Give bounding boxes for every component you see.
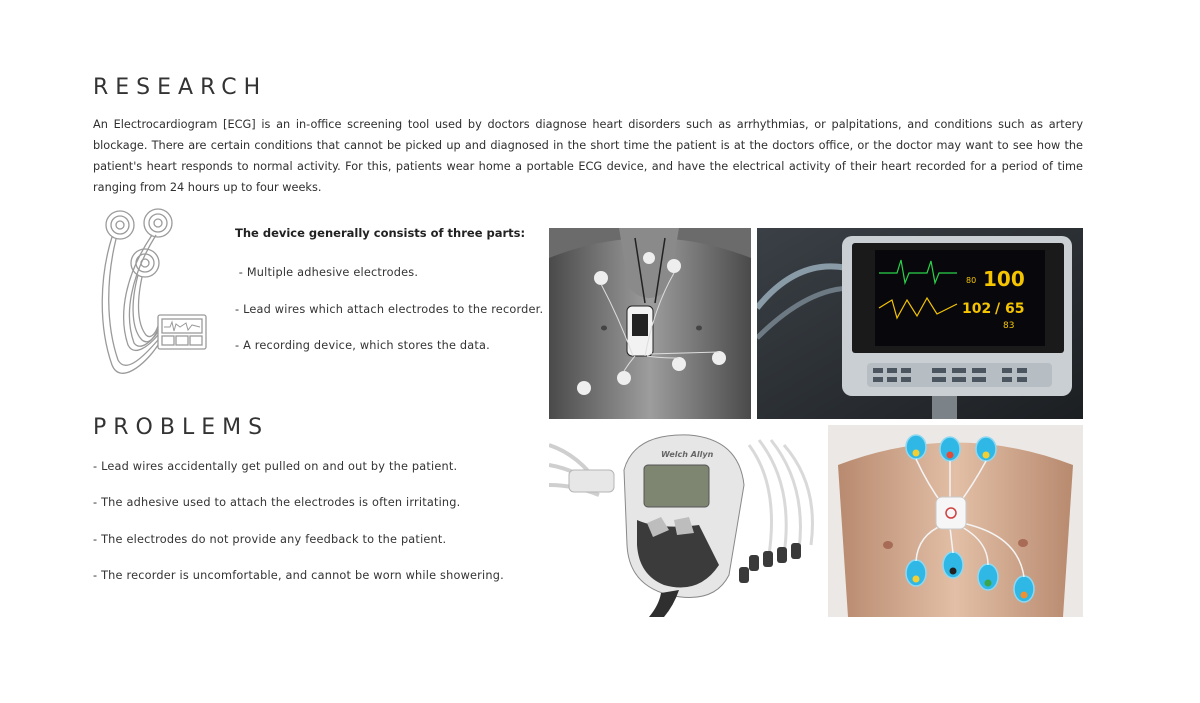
device-part-item: - Multiple adhesive electrodes. xyxy=(235,266,419,279)
svg-text:/: / xyxy=(995,301,1001,317)
electrode-icon xyxy=(144,209,172,237)
wireless-electrodes-photo xyxy=(828,425,1083,617)
recorder-icon xyxy=(158,315,206,349)
patient-monitor-photo xyxy=(757,228,1083,419)
problem-item: - The electrodes do not provide any feedback to the patient. xyxy=(93,533,447,546)
device-part-item: - Lead wires which attach electrodes to the recorder. xyxy=(235,303,544,316)
problem-item: - Lead wires accidentally get pulled on and out by the patient. xyxy=(93,460,458,473)
monitor-bp-systolic: 102 xyxy=(962,301,992,317)
monitor-map: 83 xyxy=(1003,321,1015,331)
problems-heading: PROBLEMS xyxy=(93,415,270,440)
monitor-heart-rate: 100 xyxy=(983,267,1025,291)
problem-item: - The recorder is uncomfortable, and cannot be worn while showering. xyxy=(93,569,504,582)
research-heading: RESEARCH xyxy=(93,75,268,100)
monitor-bp-diastolic: 65 xyxy=(1005,301,1025,317)
recorder-brand-label: Welch Allyn xyxy=(661,450,714,459)
monitor-small-value: 80 xyxy=(966,276,977,285)
holter-patient-photo xyxy=(549,228,751,419)
recorder-device-photo xyxy=(549,425,823,617)
device-parts-title: The device generally consists of three parts: xyxy=(235,226,526,240)
device-part-item: - A recording device, which stores the data. xyxy=(235,339,490,352)
ecg-device-illustration xyxy=(90,205,215,405)
electrode-icon xyxy=(106,211,134,239)
research-intro: An Electrocardiogram [ECG] is an in-office screening tool used by doctors diagnose heart disorders such as arrhythmias, or palpitations, and conditions such as artery blockage. There are certain conditions that cannot be picked up and diagnosed in the short time the patient is at the doctors office, or the doctor may want to see how the patient's heart responds to normal activity. For this, patients wear home a portable ECG device, and have the electrical activity of their heart recorded for a period of time ranging from 24 hours up to four weeks. xyxy=(93,118,1083,194)
electrode-icon xyxy=(131,249,159,277)
problem-item: - The adhesive used to attach the electrodes is often irritating. xyxy=(93,496,461,509)
